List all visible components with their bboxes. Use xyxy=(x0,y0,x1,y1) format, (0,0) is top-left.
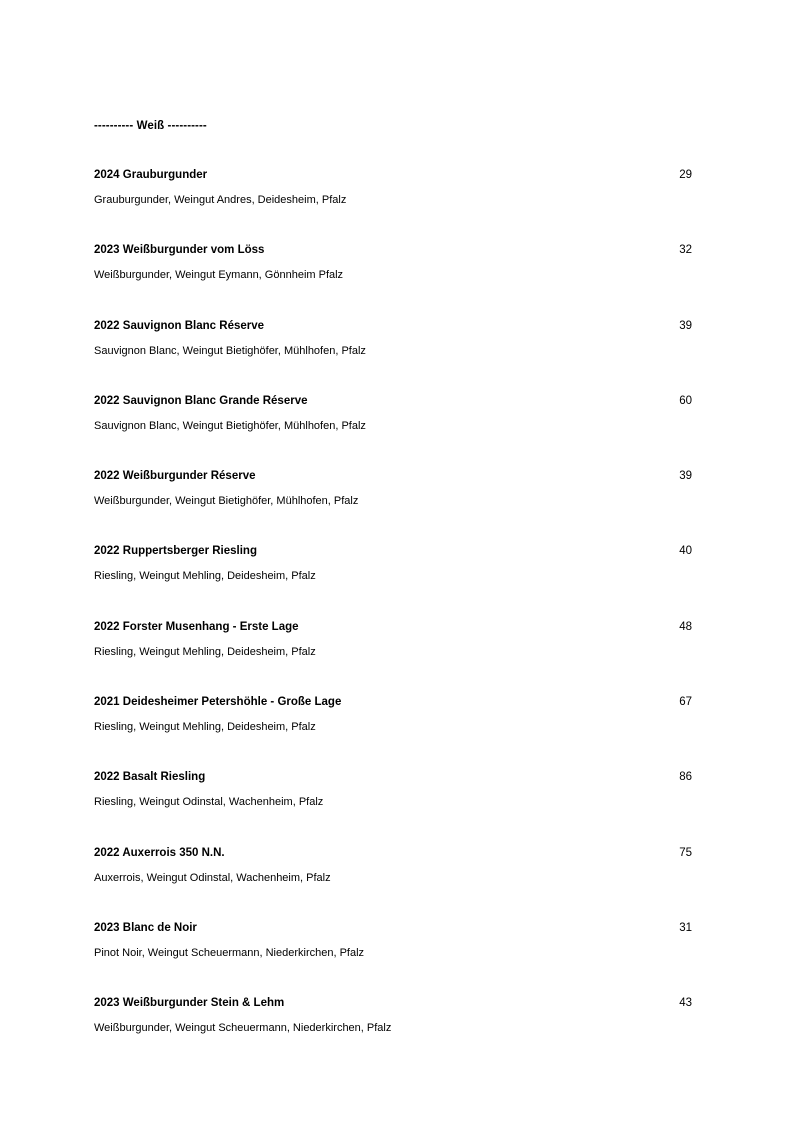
wine-description: Riesling, Weingut Odinstal, Wachenheim, Pfalz xyxy=(94,796,324,809)
list-item xyxy=(94,320,692,395)
wine-description: Sauvignon Blanc, Weingut Bietighöfer, Mühlhofen, Pfalz xyxy=(94,344,366,357)
wine-price: 75 xyxy=(679,846,692,859)
wine-name: 2022 Sauvignon Blanc Grande Réserve xyxy=(94,394,308,407)
list-item xyxy=(94,997,692,1072)
list-item xyxy=(94,545,692,620)
wine-list xyxy=(94,169,692,1073)
list-item xyxy=(94,470,692,545)
wine-name: 2023 Blanc de Noir xyxy=(94,921,197,934)
wine-description: Weißburgunder, Weingut Eymann, Gönnheim Pfalz xyxy=(94,269,344,282)
wine-name: 2022 Ruppertsberger Riesling xyxy=(94,545,257,558)
wine-description: Auxerrois, Weingut Odinstal, Wachenheim, Pfalz xyxy=(94,871,331,884)
wine-name: 2022 Basalt Riesling xyxy=(94,771,206,784)
wine-name: 2022 Forster Musenhang - Erste Lage xyxy=(94,620,299,633)
wine-name: 2022 Auxerrois 350 N.N. xyxy=(94,846,225,859)
list-item xyxy=(94,696,692,771)
wine-name: 2023 Weißburgunder vom Löss xyxy=(94,244,265,257)
wine-description: Pinot Noir, Weingut Scheuermann, Niederkirchen, Pfalz xyxy=(94,946,365,959)
wine-price: 39 xyxy=(679,319,692,332)
wine-description: Sauvignon Blanc, Weingut Bietighöfer, Mühlhofen, Pfalz xyxy=(94,419,366,432)
wine-description: Riesling, Weingut Mehling, Deidesheim, Pfalz xyxy=(94,721,316,734)
list-item xyxy=(94,621,692,696)
wine-name: 2021 Deidesheimer Petershöhle - Große Lage xyxy=(94,696,342,709)
wine-price: 43 xyxy=(679,997,692,1010)
wine-name: 2022 Weißburgunder Réserve xyxy=(94,470,256,483)
list-item xyxy=(94,169,692,244)
wine-price: 39 xyxy=(679,470,692,483)
wine-description: Riesling, Weingut Mehling, Deidesheim, Pfalz xyxy=(94,570,316,583)
list-item xyxy=(94,395,692,470)
list-item xyxy=(94,244,692,319)
wine-description: Grauburgunder, Weingut Andres, Deidesheim, Pfalz xyxy=(94,194,347,206)
list-item xyxy=(94,847,692,922)
section-heading: ---------- Weiß ---------- xyxy=(94,120,207,132)
wine-price: 31 xyxy=(679,921,692,934)
wine-price: 67 xyxy=(679,696,692,709)
list-item xyxy=(94,771,692,846)
wine-description: Weißburgunder, Weingut Scheuermann, Niederkirchen, Pfalz xyxy=(94,1022,392,1035)
wine-price: 29 xyxy=(679,169,692,181)
wine-name: 2023 Weißburgunder Stein & Lehm xyxy=(94,997,285,1010)
wine-price: 60 xyxy=(679,394,692,407)
wine-name: 2022 Sauvignon Blanc Réserve xyxy=(94,319,265,332)
list-item xyxy=(94,922,692,997)
wine-price: 48 xyxy=(679,620,692,633)
wine-price: 32 xyxy=(679,244,692,257)
wine-price: 40 xyxy=(679,545,692,558)
wine-price: 86 xyxy=(679,771,692,784)
wine-description: Riesling, Weingut Mehling, Deidesheim, Pfalz xyxy=(94,645,316,658)
wine-description: Weißburgunder, Weingut Bietighöfer, Mühlhofen, Pfalz xyxy=(94,495,359,508)
wine-name: 2024 Grauburgunder xyxy=(94,169,208,181)
